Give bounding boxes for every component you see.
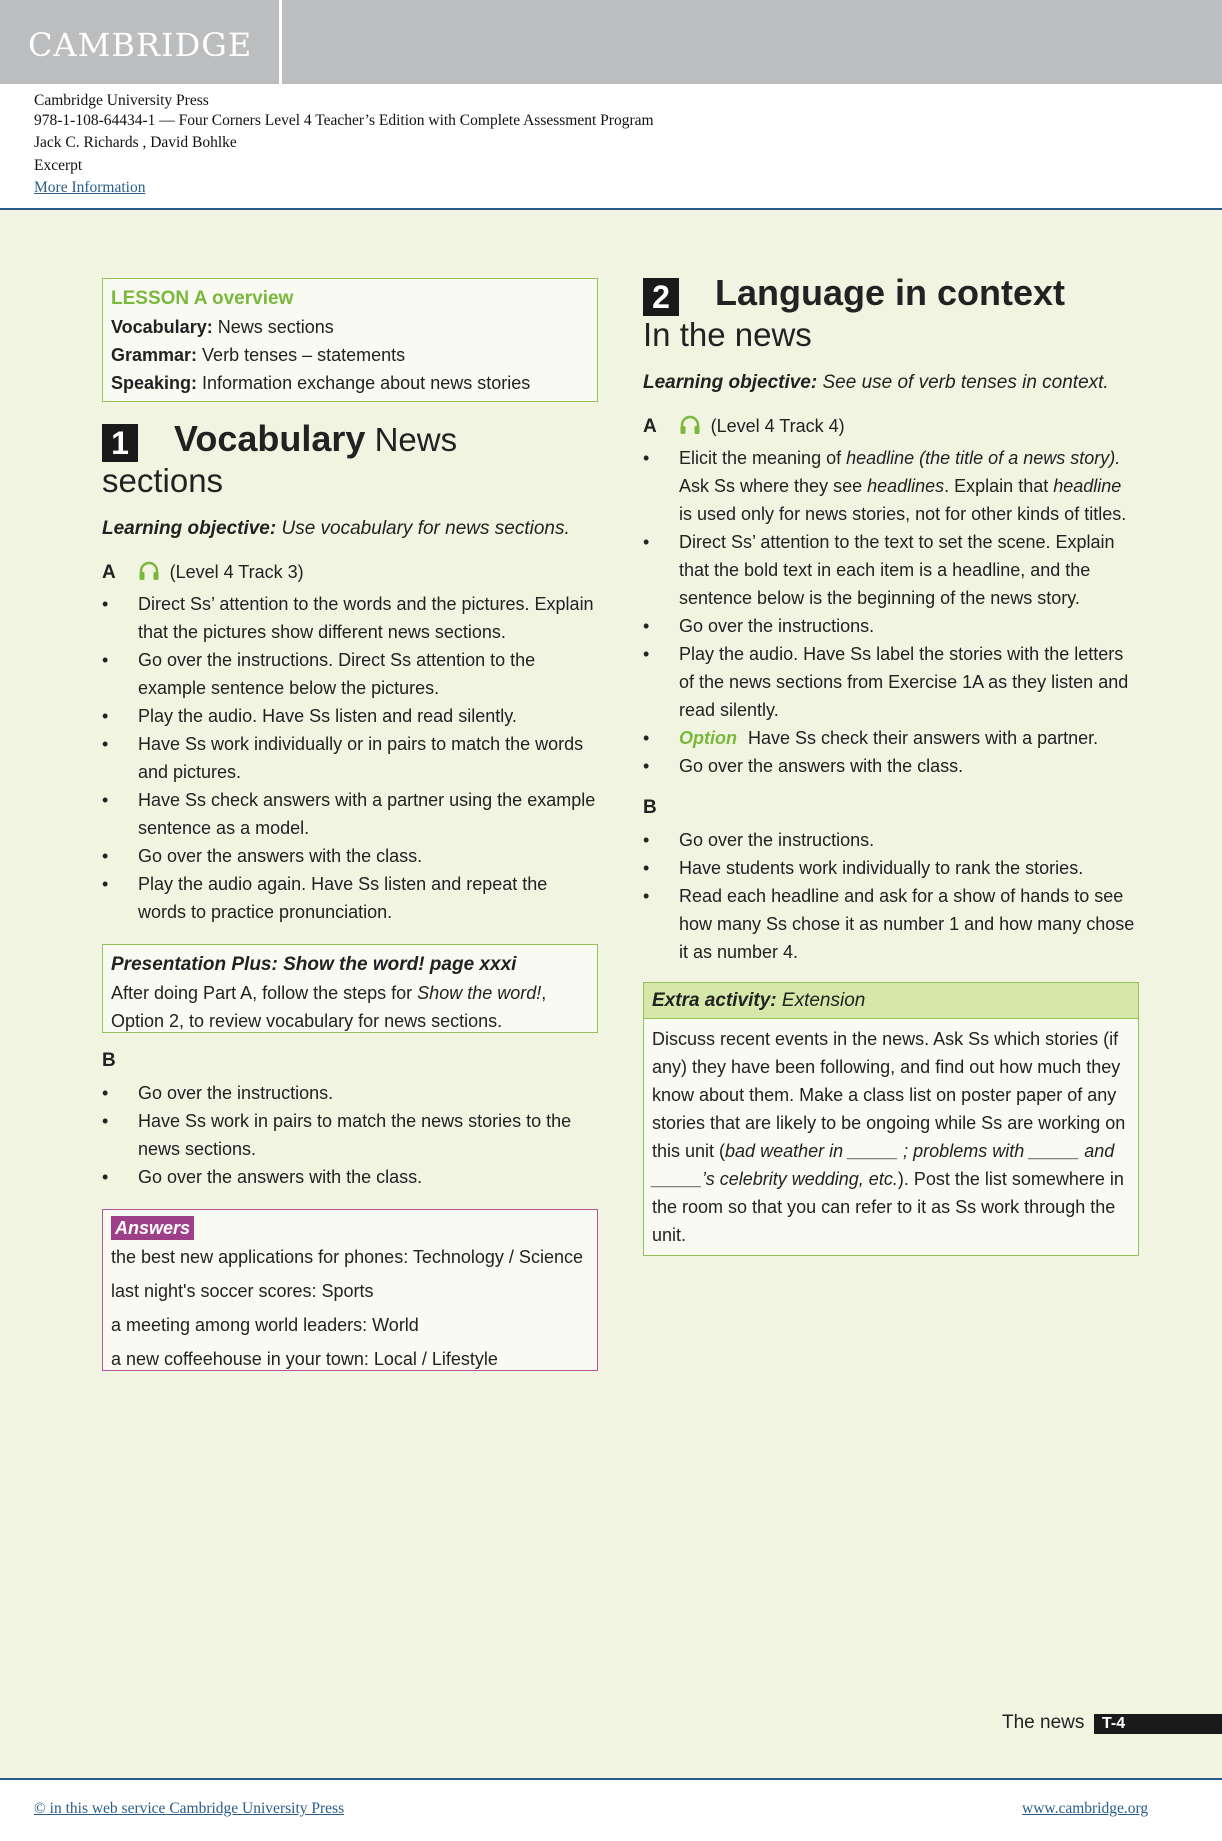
list-item: • Read each headline and ask for a show of hands to see how many Ss chose it as number 1 and how many chose it as number 4. bbox=[643, 882, 1139, 966]
extra-activity-title: Extra activity: Extension bbox=[644, 983, 1138, 1019]
list-item: • Option Have Ss check their answers with a partner. bbox=[643, 724, 1139, 752]
overview-title: LESSON A overview bbox=[111, 288, 294, 309]
overview-speaking: Speaking: Information exchange about news stories bbox=[111, 373, 531, 393]
answer-item: a new coffeehouse in your town: Local / Lifestyle bbox=[111, 1349, 498, 1369]
header-bar bbox=[0, 0, 1222, 84]
audio-track[interactable]: (Level 4 Track 3) bbox=[169, 562, 304, 582]
list-item: • Go over the instructions. Direct Ss attention to the example sentence below the pictures. bbox=[102, 646, 598, 702]
list-item: • Have Ss work in pairs to match the news stories to the news sections. bbox=[102, 1107, 598, 1163]
unit-title: The news bbox=[1002, 1712, 1085, 1733]
presentation-plus-text: After doing Part A, follow the steps for Show the word!, bbox=[111, 983, 547, 1003]
logo-box bbox=[0, 0, 282, 84]
overview-vocabulary: Vocabulary: News sections bbox=[111, 317, 334, 337]
list-item: • Go over the instructions. bbox=[102, 1079, 598, 1107]
headphones-icon bbox=[679, 415, 701, 435]
part-a-heading: A (Level 4 Track 4) bbox=[643, 416, 845, 437]
answers-box bbox=[102, 1209, 598, 1371]
learning-objective: Learning objective: Use vocabulary for news sections. bbox=[102, 518, 570, 539]
section-number: 2 bbox=[643, 278, 679, 316]
audio-track[interactable]: (Level 4 Track 4) bbox=[710, 416, 845, 436]
publisher: Cambridge University Press bbox=[34, 92, 209, 109]
list-item: • Have Ss work individually or in pairs to match the words and pictures. bbox=[102, 730, 598, 786]
book-info bbox=[0, 84, 1222, 210]
website-link[interactable]: www.cambridge.org bbox=[1022, 1800, 1149, 1817]
part-a-heading: A (Level 4 Track 3) bbox=[102, 562, 304, 583]
answer-item: last night's soccer scores: Sports bbox=[111, 1281, 374, 1301]
extra-activity-box bbox=[643, 982, 1139, 1256]
list-item: • Play the audio. Have Ss label the stories with the letters of the news sections from Exercise 1A as they listen and read silently. bbox=[643, 640, 1139, 724]
left-column bbox=[102, 278, 598, 1371]
right-column bbox=[643, 272, 1139, 1256]
page-number: T-4 bbox=[1094, 1714, 1222, 1734]
part-b-heading: B bbox=[643, 797, 657, 818]
section-title: Vocabulary News bbox=[174, 418, 458, 459]
section-title: Language in context bbox=[715, 272, 1066, 313]
section-subtitle: sections bbox=[102, 462, 224, 499]
list-item: • Play the audio again. Have Ss listen and repeat the words to practice pronunciation. bbox=[102, 870, 598, 926]
part-a-steps bbox=[643, 444, 1139, 780]
isbn-title: 978-1-108-64434-1 — Four Corners Level 4 Teacher’s Edition with Complete Assessment Program bbox=[34, 112, 654, 129]
presentation-plus-title: Presentation Plus: Show the word! page xxxi bbox=[111, 954, 517, 975]
cambridge-logo[interactable]: CAMBRIDGE bbox=[28, 26, 253, 64]
list-item: • Play the audio. Have Ss listen and read silently. bbox=[102, 702, 598, 730]
bottom-bar bbox=[0, 1778, 1222, 1841]
list-item: • Go over the instructions. bbox=[643, 612, 1139, 640]
section-number: 1 bbox=[102, 424, 138, 462]
excerpt-label: Excerpt bbox=[34, 157, 83, 174]
list-item: • Have students work individually to rank the stories. bbox=[643, 854, 1139, 882]
section-subtitle: In the news bbox=[643, 316, 812, 353]
list-item: • Direct Ss’ attention to the text to set the scene. Explain that the bold text in each item is a headline, and the sentence below is the beginning of the news story. bbox=[643, 528, 1139, 612]
overview-grammar: Grammar: Verb tenses – statements bbox=[111, 345, 406, 365]
list-item: • Go over the answers with the class. bbox=[643, 752, 1139, 780]
answers-label: Answers bbox=[111, 1216, 194, 1240]
lesson-overview-box bbox=[102, 278, 598, 402]
option-label: Option bbox=[679, 728, 737, 748]
answer-item: the best new applications for phones: Technology / Science bbox=[111, 1247, 583, 1267]
extra-activity-text: Discuss recent events in the news. Ask Ss which stories (if any) they have been following, and find out how much they know about them. Make a class list on poster paper of any stories that are likely to be ongoing while Ss are working on this unit (bad weather in _____ ; problems with _____ and _____’s celebrity wedding, etc.). Post the list somewhere in the room so that you can refer to it as Ss work through the unit. bbox=[652, 1029, 1126, 1245]
section-1-heading bbox=[102, 418, 598, 514]
headphones-icon bbox=[138, 561, 160, 581]
more-information-link[interactable]: More Information bbox=[34, 179, 146, 196]
list-item: • Go over the answers with the class. bbox=[102, 842, 598, 870]
list-item: • Go over the instructions. bbox=[643, 826, 1139, 854]
part-a-steps bbox=[102, 590, 598, 926]
section-2-heading bbox=[643, 272, 1139, 368]
copyright-link[interactable]: © in this web service Cambridge University Press bbox=[34, 1800, 345, 1817]
list-item: • Direct Ss’ attention to the words and the pictures. Explain that the pictures show different news sections. bbox=[102, 590, 598, 646]
answer-item: a meeting among world leaders: World bbox=[111, 1315, 419, 1335]
list-item: • Elicit the meaning of headline (the title of a news story). Ask Ss where they see headlines. Explain that headline is used only for news stories, not for other kinds of titles. bbox=[643, 444, 1139, 528]
presentation-plus-box bbox=[102, 944, 598, 1033]
list-item: • Go over the answers with the class. bbox=[102, 1163, 598, 1191]
list-item: • Have Ss check answers with a partner using the example sentence as a model. bbox=[102, 786, 598, 842]
part-b-steps bbox=[643, 826, 1139, 966]
presentation-plus-text: Option 2, to review vocabulary for news sections. bbox=[111, 1011, 503, 1031]
part-b-heading: B bbox=[102, 1050, 116, 1071]
authors: Jack C. Richards , David Bohlke bbox=[34, 134, 237, 151]
part-b-steps bbox=[102, 1079, 598, 1191]
learning-objective: Learning objective: See use of verb tenses in context. bbox=[643, 372, 1109, 393]
